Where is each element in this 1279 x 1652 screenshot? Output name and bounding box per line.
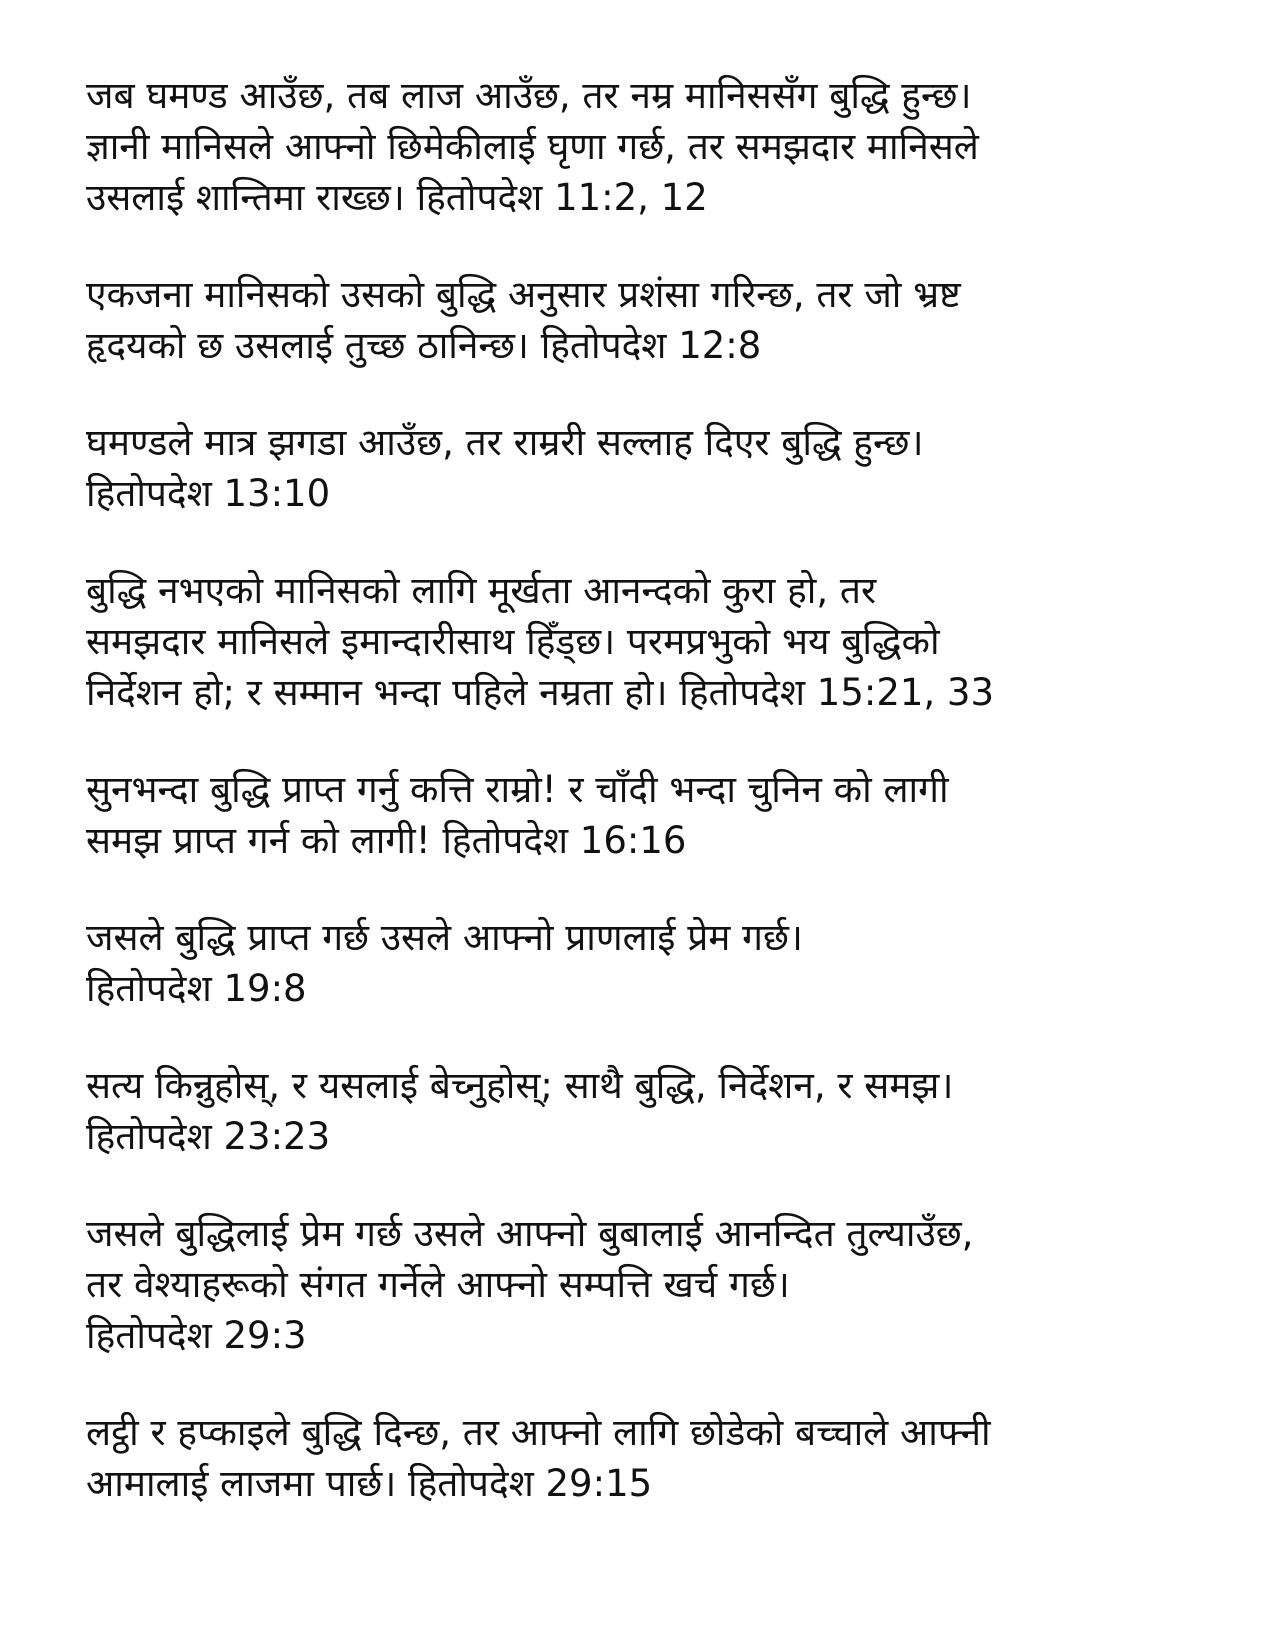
verse-line: आमालाई लाजमा पार्छ। हितोपदेश 29:15 [86, 1462, 653, 1505]
verse-line: जसले बुद्धि प्राप्त गर्छ उसले आफ्नो प्राणलाई प्रेम गर्छ। [86, 916, 803, 959]
verse-block [86, 70, 1246, 223]
verse-line: हृदयको छ उसलाई तुच्छ ठानिन्छ। हितोपदेश 12:8 [86, 324, 762, 367]
verse-block [86, 417, 1246, 519]
verse-block [86, 1407, 1246, 1509]
verse-block [86, 764, 1246, 866]
verse-line: समझदार मानिसले इमान्दारीसाथ हिँड्छ। परमप्रभुको भय बुद्धिको [86, 620, 940, 663]
verse-line: हितोपदेश 19:8 [86, 967, 307, 1010]
verse-block [86, 1060, 1246, 1162]
verse-line: उसलाई शान्तिमा राख्छ। हितोपदेश 11:2, 12 [86, 176, 708, 219]
verse-line: हितोपदेश 13:10 [86, 472, 331, 515]
verse-line: लट्ठी र हप्काइले बुद्धि दिन्छ, तर आफ्नो लागि छोडेको बच्चाले आफ्नी [86, 1411, 991, 1454]
verse-block [86, 269, 1246, 371]
verse-line: तर वेश्याहरूको संगत गर्नेले आफ्नो सम्पत्ति खर्च गर्छ। [86, 1263, 790, 1306]
verse-line: ज्ञानी मानिसले आफ्नो छिमेकीलाई घृणा गर्छ, तर समझदार मानिसले [86, 125, 979, 168]
verse-block [86, 565, 1246, 718]
verse-line: निर्देशन हो; र सम्मान भन्दा पहिले नम्रता हो। हितोपदेश 15:21, 33 [86, 671, 995, 714]
verse-line: सुनभन्दा बुद्धि प्राप्त गर्नु कत्ति राम्रो! र चाँदी भन्दा चुनिन को लागी [86, 768, 949, 811]
verse-line: समझ प्राप्त गर्न को लागी! हितोपदेश 16:16 [86, 819, 687, 862]
verse-line: एकजना मानिसको उसको बुद्धि अनुसार प्रशंसा गरिन्छ, तर जो भ्रष्ट [86, 273, 961, 316]
verse-line: हितोपदेश 23:23 [86, 1115, 331, 1158]
verse-line: जब घमण्ड आउँछ, तब लाज आउँछ, तर नम्र मानिससँग बुद्धि हुन्छ। [86, 74, 972, 117]
verse-line: सत्य किन्नुहोस्, र यसलाई बेच्नुहोस्; साथै बुद्धि, निर्देशन, र समझ। [86, 1064, 954, 1107]
document-page [86, 70, 1246, 1555]
verse-line: हितोपदेश 29:3 [86, 1314, 307, 1357]
verse-line: घमण्डले मात्र झगडा आउँछ, तर राम्ररी सल्लाह दिएर बुद्धि हुन्छ। [86, 421, 924, 464]
verse-block [86, 912, 1246, 1014]
verse-line: जसले बुद्धिलाई प्रेम गर्छ उसले आफ्नो बुबालाई आनन्दित तुल्याउँछ, [86, 1212, 974, 1255]
verse-block [86, 1208, 1246, 1361]
verse-line: बुद्धि नभएको मानिसको लागि मूर्खता आनन्दको कुरा हो, तर [86, 569, 877, 612]
